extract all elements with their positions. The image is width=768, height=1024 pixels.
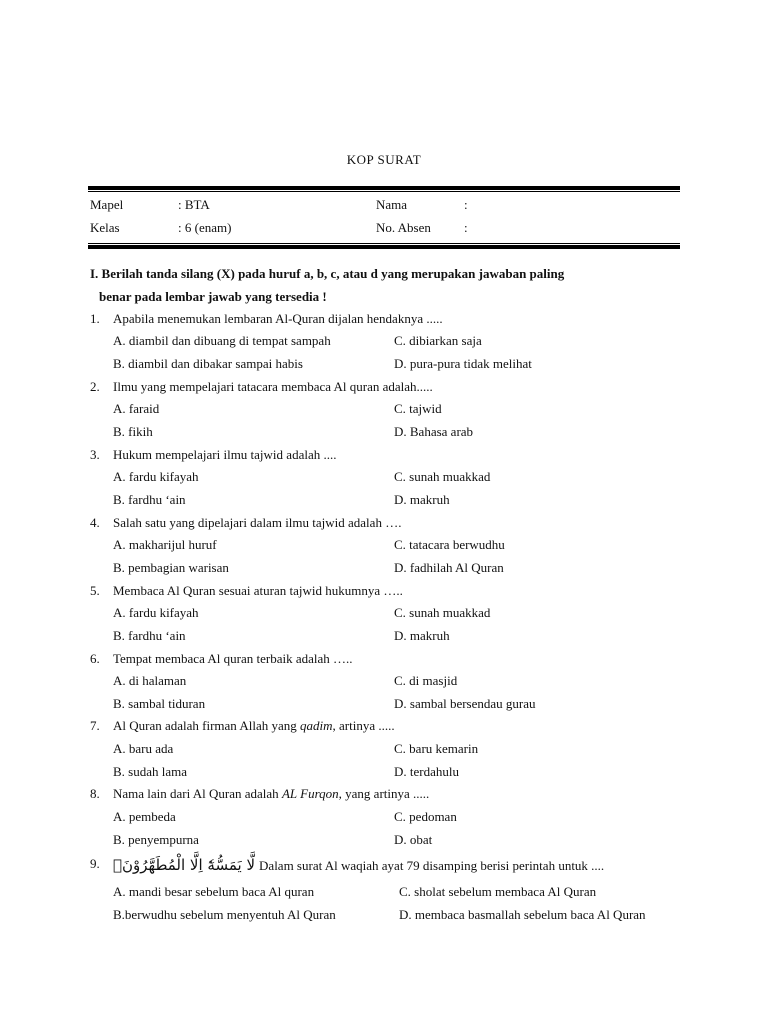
question-text — [113, 856, 604, 874]
question-number: 6. — [90, 651, 100, 666]
question-6 — [90, 651, 690, 671]
option-b[interactable]: B. fardhu ‘ain — [113, 492, 186, 507]
question-term: qadim — [300, 718, 333, 733]
question-text: Membaca Al Quran sesuai aturan tajwid hukumnya ….. — [113, 583, 403, 598]
question-number: 1. — [90, 311, 100, 326]
question-number: 5. — [90, 583, 100, 598]
info-row-mapel — [90, 197, 680, 215]
option-c[interactable]: C. sholat sebelum membaca Al Quran — [399, 884, 597, 899]
option-c[interactable]: C. dibiarkan saja — [394, 333, 482, 348]
question-text-body: Dalam surat Al waqiah ayat 79 disamping berisi perintah untuk .... — [259, 858, 605, 873]
question-text: Ilmu yang mempelajari tatacara membaca Al quran adalah..... — [113, 379, 433, 394]
option-a[interactable]: A. mandi besar sebelum baca Al quran — [113, 884, 315, 899]
question-number: 4. — [90, 515, 100, 530]
option-b[interactable]: B. diambil dan dibakar sampai habis — [113, 356, 303, 371]
question-text: Tempat membaca Al quran terbaik adalah ….. — [113, 651, 353, 666]
header-rule-top — [88, 186, 680, 192]
option-d[interactable]: D. sambal bersendau gurau — [394, 696, 536, 711]
instruction — [90, 262, 682, 308]
question-8 — [90, 786, 690, 806]
question-5 — [90, 583, 690, 603]
option-d[interactable]: D. pura-pura tidak melihat — [394, 356, 532, 371]
option-a[interactable]: A. baru ada — [113, 741, 174, 756]
option-a[interactable]: A. faraid — [113, 401, 160, 416]
question-number: 7. — [90, 718, 100, 733]
instruction-line-1: I. Berilah tanda silang (X) pada huruf a, b, c, atau d yang merupakan jawaban paling — [90, 266, 565, 281]
question-number: 8. — [90, 786, 100, 801]
question-9 — [90, 856, 690, 880]
option-c[interactable]: C. baru kemarin — [394, 741, 479, 756]
question-2 — [90, 379, 690, 399]
arabic-verse: لَّا يَمَسُّهٗٓ اِلَّا الْمُطَهَّرُوْنَۗ — [113, 856, 256, 874]
question-7 — [90, 718, 690, 738]
option-c[interactable]: C. di masjid — [394, 673, 458, 688]
option-a[interactable]: A. di halaman — [113, 673, 187, 688]
question-text: Salah satu yang dipelajari dalam ilmu tajwid adalah …. — [113, 515, 402, 530]
option-c[interactable]: C. tatacara berwudhu — [394, 537, 505, 552]
question-text-end: yang artinya ..... — [341, 786, 430, 801]
info-row-kelas — [90, 220, 680, 238]
option-c[interactable]: C. sunah muakkad — [394, 605, 491, 620]
question-number: 3. — [90, 447, 100, 462]
question-number: 2. — [90, 379, 100, 394]
option-d[interactable]: D. makruh — [394, 628, 450, 643]
option-b[interactable]: B. fardhu ‘ain — [113, 628, 186, 643]
option-c[interactable]: C. pedoman — [394, 809, 457, 824]
option-d[interactable]: D. makruh — [394, 492, 450, 507]
option-b[interactable]: B. sudah lama — [113, 764, 188, 779]
option-c[interactable]: C. tajwid — [394, 401, 442, 416]
option-d[interactable]: D. Bahasa arab — [394, 424, 474, 439]
question-3 — [90, 447, 690, 467]
question-text: Apabila menemukan lembaran Al-Quran dijalan hendaknya ..... — [113, 311, 443, 326]
option-b[interactable]: B.berwudhu sebelum menyentuh Al Quran — [113, 907, 336, 922]
mapel-value: : BTA — [178, 197, 210, 212]
option-a[interactable]: A. fardu kifayah — [113, 605, 199, 620]
option-d[interactable]: D. fadhilah Al Quran — [394, 560, 504, 575]
question-text — [113, 718, 395, 734]
option-a[interactable]: A. pembeda — [113, 809, 176, 824]
option-a[interactable]: A. fardu kifayah — [113, 469, 199, 484]
question-1 — [90, 311, 690, 331]
header-rule-bottom — [88, 243, 680, 249]
question-text-start: Al Quran adalah firman Allah yang — [113, 718, 300, 733]
option-d[interactable]: D. terdahulu — [394, 764, 459, 779]
page-title: KOP SURAT — [346, 152, 422, 167]
question-term: AL Furqon, — [281, 786, 342, 801]
option-a[interactable]: A. makharijul huruf — [113, 537, 217, 552]
instruction-line-2: benar pada lembar jawab yang tersedia ! — [99, 289, 327, 304]
nama-label: Nama — [376, 197, 408, 212]
question-text-end: , artinya ..... — [332, 718, 395, 733]
option-d[interactable]: D. membaca basmallah sebelum baca Al Quran — [399, 907, 646, 922]
option-c[interactable]: C. sunah muakkad — [394, 469, 491, 484]
question-number: 9. — [90, 856, 100, 871]
option-a[interactable]: A. diambil dan dibuang di tempat sampah — [113, 333, 331, 348]
option-d[interactable]: D. obat — [394, 832, 433, 847]
kelas-label: Kelas — [90, 220, 120, 235]
absen-label: No. Absen — [376, 220, 431, 235]
question-text: Hukum mempelajari ilmu tajwid adalah .... — [113, 447, 337, 462]
question-text-start: Nama lain dari Al Quran adalah — [113, 786, 282, 801]
mapel-label: Mapel — [90, 197, 124, 212]
kelas-value: : 6 (enam) — [178, 220, 232, 235]
option-b[interactable]: B. penyempurna — [113, 832, 199, 847]
option-b[interactable]: B. fikih — [113, 424, 153, 439]
question-4 — [90, 515, 690, 535]
option-b[interactable]: B. sambal tiduran — [113, 696, 206, 711]
question-text — [113, 786, 429, 802]
absen-value: : — [464, 220, 468, 235]
nama-value: : — [464, 197, 468, 212]
option-b[interactable]: B. pembagian warisan — [113, 560, 229, 575]
